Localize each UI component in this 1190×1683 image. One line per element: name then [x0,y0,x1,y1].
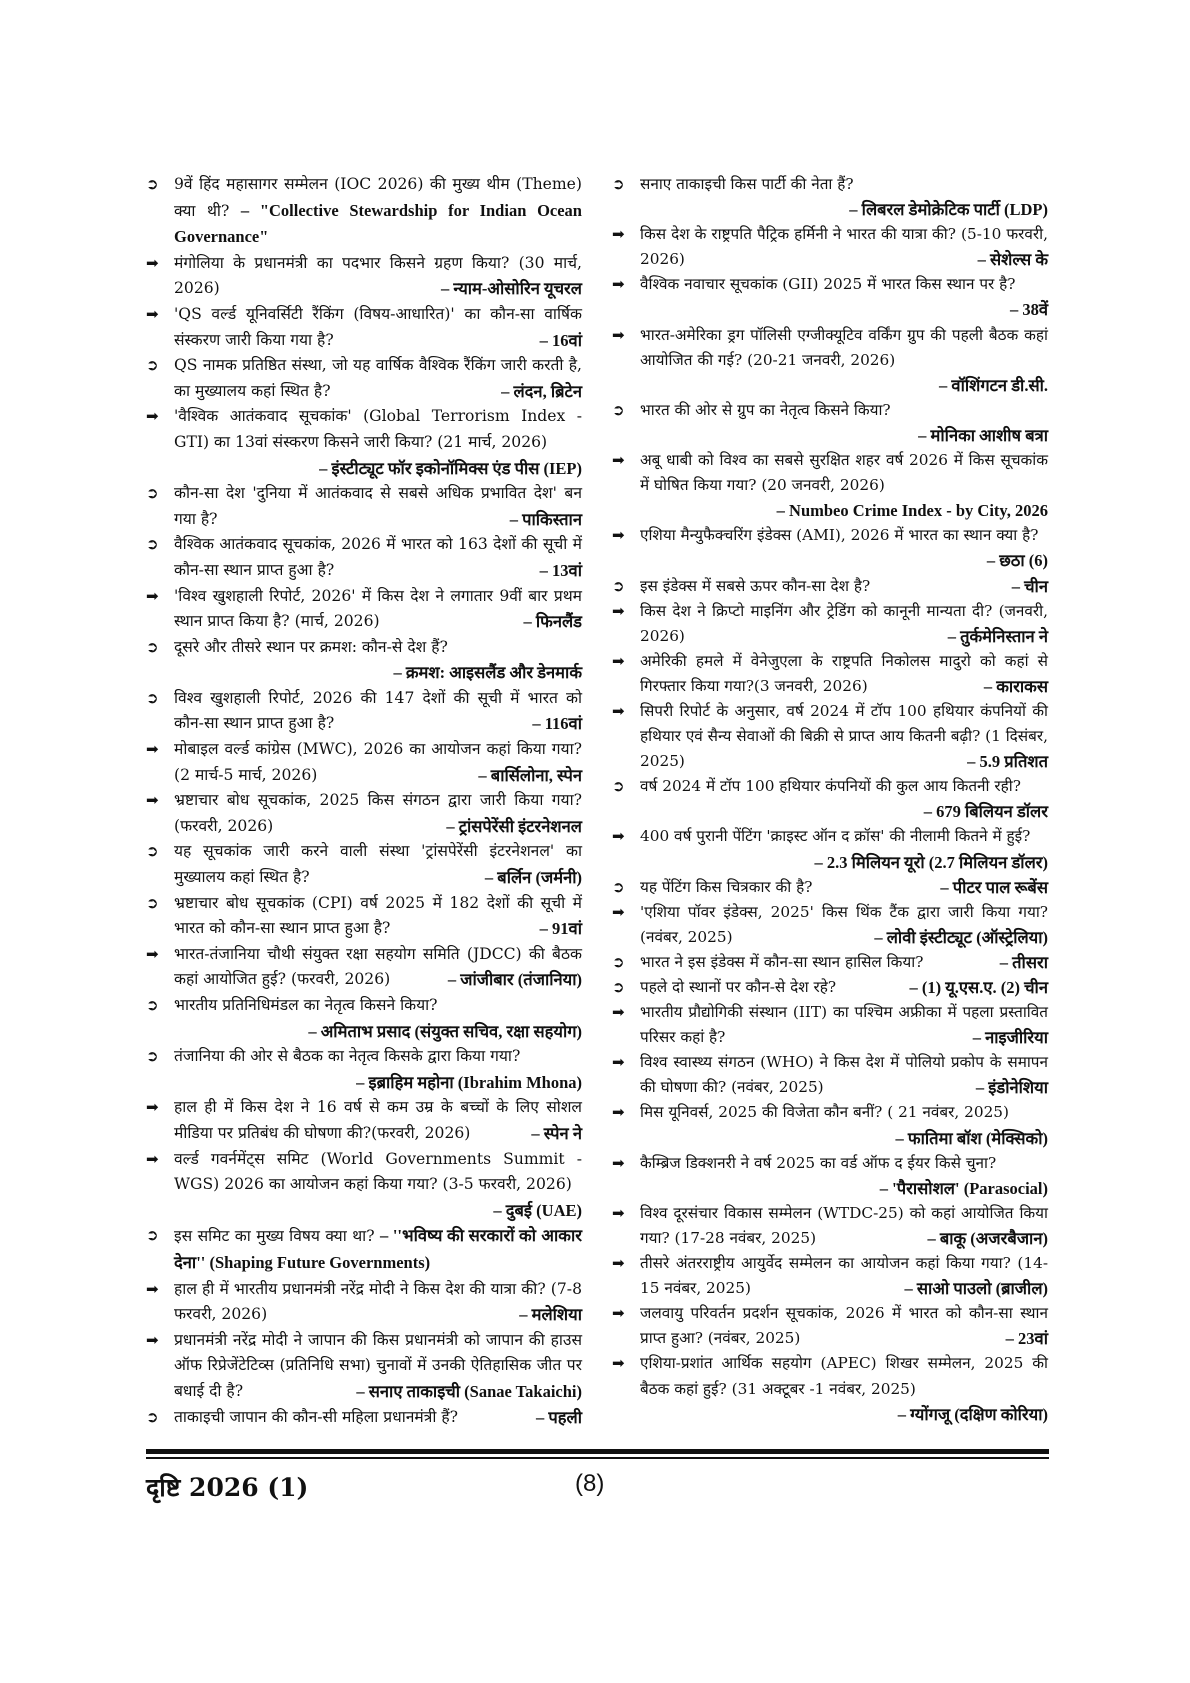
question-text [174,1095,582,1146]
answer-continued: Governance" [174,227,269,247]
qa-entry [612,1100,1048,1150]
question: तंजानिया की ओर से बैठक का नेतृत्व किसके द्वारा किया गया? [174,1047,521,1066]
question: प्रधानमंत्री नरेंद्र मोदी ने जापान की किस प्रधानमंत्री को जापान की हाउस ऑफ रिप्रेजेंटेटिव्स (प्रतिनिधि सभा) चुनावों में उनकी ऐतिहासिक जीत पर बधाई दी है? [174,1330,582,1400]
answer: – (1) यू.एस.ए. (2) चीन [909,978,1048,997]
question: वैश्विक आतंकवाद सूचकांक, 2026 में भारत को 163 देशों की सूची में कौन-सा स्थान प्राप्त हुआ है? [174,535,582,579]
question: भारतीय प्रतिनिधिमंडल का नेतृत्व किसने किया? [174,996,438,1014]
question: एशिया मैन्युफैक्चरिंग इंडेक्स (AMI), 2026 में भारत का स्थान क्या है? [640,526,1039,545]
qa-entry [612,824,1048,874]
question: इस इंडेक्स में सबसे ऊपर कौन-सा देश है? [640,576,871,595]
qa-entry [146,635,582,686]
question: 9वें हिंद महासागर सम्मेलन (IOC 2026) की मुख्य थीम (Theme) क्या थी? [174,175,582,220]
answer: – 38वें [1009,300,1048,320]
answer: – ''भविष्य की सरकारों को [379,1226,536,1246]
question: मोबाइल वर्ल्ड कांग्रेस (MWC), 2026 का आयोजन कहां किया गया? (2 मार्च-5 मार्च, 2026) [174,740,582,784]
question: मिस यूनिवर्स, 2025 की विजेता कौन बनीं? ( 21 नवंबर, 2025) [640,1103,1010,1122]
question-text [174,1328,582,1405]
answer: – इब्राहिम महोना (Ibrahim Mhona) [356,1072,582,1092]
question: भारत ने इस इंडेक्स में कौन-सा स्थान हासिल किया? [640,952,924,971]
circle-arrow-bullet-icon: ➲ [612,978,625,996]
answer: – नाइजीरिया [972,1028,1048,1048]
answer: – 'पैरासोशल' (Parasocial) [879,1178,1048,1198]
qa-entry [146,1277,582,1328]
page-number: (8) [575,1470,605,1497]
arrow-bullet-icon: ➡ [612,451,625,470]
qa-entry [146,891,582,942]
qa-entry [146,1405,582,1431]
question-text [174,1277,582,1328]
circle-arrow-bullet-icon: ➲ [612,175,625,193]
question: किस देश के राष्ट्रपति पैट्रिक हर्मिनी ने भारत की यात्रा की? (5-10 फरवरी, 2026) [640,225,1048,269]
question-text [174,788,582,839]
question-text [640,172,1048,222]
answer: – दुबई (UAE) [493,1200,582,1220]
arrow-bullet-icon: ➡ [612,1254,625,1273]
arrow-bullet-icon: ➡ [146,1149,159,1168]
question: जलवायु परिवर्तन प्रदर्शन सूचकांक, 2026 में भारत को कौन-सा स्थान प्राप्त हुआ? (नवंबर, 2025) [640,1304,1048,1348]
answer: – सनाए ताकाइची (Sanae Takaichi) [356,1381,582,1401]
question-text [640,900,1048,950]
question-text [640,574,1048,599]
qa-entry [146,1147,582,1224]
qa-entry [612,523,1048,573]
question: भ्रष्टाचार बोध सूचकांक (CPI) वर्ष 2025 में 182 देशों की सूची में भारत को कौन-सा स्थान प्राप्त हुआ है? [174,893,582,938]
qa-entry [612,222,1048,272]
qa-entry [612,1050,1048,1100]
question-text [640,824,1048,874]
question-text [174,839,582,890]
answer: – जांजीबार (तंजानिया) [447,970,582,990]
circle-arrow-bullet-icon: ➲ [612,400,625,419]
question: सिपरी रिपोर्ट के अनुसार, वर्ष 2024 में टॉप 100 हथियार कंपनियों की हथियार एवं सैन्य सेवाओं की बिक्री से प्राप्त आय कितनी बढ़ी? (1 दिसंबर, 2025) [640,701,1048,771]
question-text [174,1405,582,1431]
qa-entry [612,448,1048,523]
question: अमेरिकी हमले में वेनेजुएला के राष्ट्रपति निकोलस मादुरो को कहां से गिरफ्तार किया गया?(3 जनवरी, 2026) [640,651,1048,695]
qa-entry [146,1044,582,1095]
arrow-bullet-icon: ➡ [612,1354,625,1373]
arrow-bullet-icon: ➡ [612,325,625,344]
answer: – 13वां [539,560,582,580]
question: भारत-तंजानिया चौथी संयुक्त रक्षा सहयोग समिति (JDCC) की बैठक कहां आयोजित हुई? (फरवरी, 2026) [174,944,582,989]
question-text [174,1044,582,1095]
question-text [174,481,582,532]
circle-arrow-bullet-icon: ➲ [612,952,625,971]
qa-entry [612,1000,1048,1050]
question: विश्व दूरसंचार विकास सम्मेलन (WTDC-25) को कहां आयोजित किया गया? (17-28 नवंबर, 2025) [640,1203,1048,1247]
arrow-bullet-icon: ➡ [612,701,625,720]
answer: – स्पेन ने [531,1123,582,1143]
footer-brand: दृष्टि 2026 (1) [146,1473,309,1502]
answer: – लोवी इंस्टीट्यूट (ऑस्ट्रेलिया) [874,927,1048,947]
qa-entry [612,172,1048,222]
question-text [174,891,582,942]
arrow-bullet-icon: ➡ [612,902,625,921]
qa-entry [146,532,582,583]
question-text [174,1147,582,1224]
question-text [640,1351,1048,1426]
qa-entry [612,599,1048,649]
question: अबू धाबी को विश्व का सबसे सुरक्षित शहर वर्ष 2026 में किस सूचकांक में घोषित किया गया? (20 जनवरी, 2026) [640,451,1048,495]
question-text [640,1050,1048,1100]
answer: – 116वां [532,714,582,734]
answer: – अमिताभ प्रसाद (संयुक्त सचिव, रक्षा सहयोग) [308,1021,582,1041]
circle-arrow-bullet-icon: ➲ [146,1407,159,1426]
question-text [174,942,582,993]
answer: – बर्लिन (जर्मनी) [484,868,582,888]
circle-arrow-bullet-icon: ➲ [146,175,159,193]
question-text [174,251,582,302]
answer-continued: आकार देना'' (Shaping Future Governments) [174,1226,582,1272]
answer: – साओ पाउलो (ब्राजील) [904,1279,1048,1299]
arrow-bullet-icon: ➡ [146,407,159,426]
circle-arrow-bullet-icon: ➲ [612,576,625,595]
answer: – 23वां [1005,1329,1048,1349]
qa-entry [612,699,1048,774]
qa-entry [612,1301,1048,1351]
question-text [640,699,1048,774]
qa-entry [612,272,1048,322]
question: इस समिट का मुख्य विषय क्या था? [174,1227,375,1246]
question: यह पेंटिंग किस चित्रकार की है? [640,877,813,896]
question: 'एशिया पॉवर इंडेक्स, 2025' किस थिंक टैंक द्वारा जारी किया गया?(नवंबर, 2025) [640,902,1048,946]
circle-arrow-bullet-icon: ➲ [146,356,159,375]
question-text [640,323,1048,398]
question-text [174,584,582,635]
arrow-bullet-icon: ➡ [146,740,159,759]
question: पहले दो स्थानों पर कौन-से देश रहे? [640,978,837,996]
question-text [640,975,1048,1000]
question: दूसरे और तीसरे स्थान पर क्रमश: कौन-से देश हैं? [174,637,448,656]
qa-entry [612,323,1048,398]
answer: – Numbeo Crime Index - by City, 2026 [776,501,1048,521]
answer: – लंदन, ब्रिटेन [501,381,582,401]
answer: – सेशेल्स के [977,250,1048,270]
qa-entry [612,950,1048,975]
question-text [640,774,1048,824]
arrow-bullet-icon: ➡ [612,1304,625,1323]
circle-arrow-bullet-icon: ➲ [146,637,159,656]
question-text [640,222,1048,272]
answer: – 16वां [539,330,582,350]
question: भ्रष्टाचार बोध सूचकांक, 2025 किस संगठन द्वारा जारी किया गया? (फरवरी, 2026) [174,791,582,835]
question: कौन-सा देश 'दुनिया में आतंकवाद से सबसे अधिक प्रभावित देश' बन गया है? [174,484,582,528]
question-text [174,302,582,353]
answer: – ग्योंगजू (दक्षिण कोरिया) [897,1404,1048,1424]
arrow-bullet-icon: ➡ [146,304,159,323]
answer: – मलेशिया [519,1305,582,1325]
question: किस देश ने क्रिप्टो माइनिंग और ट्रेडिंग को कानूनी मान्यता दी? (जनवरी, 2026) [640,601,1048,645]
arrow-bullet-icon: ➡ [146,1279,159,1298]
arrow-bullet-icon: ➡ [612,1103,625,1122]
question: मंगोलिया के प्रधानमंत्री का पदभार किसने ग्रहण किया? (30 मार्च, 2026) [174,253,582,298]
qa-entry [612,774,1048,824]
qa-entry [612,1201,1048,1251]
answer: – 5.9 प्रतिशत [967,752,1048,772]
question-text [640,1000,1048,1050]
question-text [640,1151,1048,1201]
answer: – छठा (6) [986,551,1048,571]
question: QS नामक प्रतिष्ठित संस्था, जो यह वार्षिक वैश्विक रैंकिंग जारी करती है, का मुख्यालय कहां स्थित है? [174,356,582,400]
question-text [640,950,1048,975]
question-text [174,635,582,686]
arrow-bullet-icon: ➡ [612,225,625,244]
answer: – तुर्कमेनिस्तान ने [947,626,1048,646]
answer: – लिबरल डेमोक्रेटिक पार्टी (LDP) [849,200,1048,220]
circle-arrow-bullet-icon: ➲ [146,1047,159,1066]
answer: – इंस्टीट्यूट फॉर इकोनॉमिक्स एंड पीस (IEP) [319,458,582,478]
qa-entry [612,398,1048,448]
qa-entry [146,942,582,993]
qa-entry [146,1328,582,1405]
question-text [640,649,1048,699]
question-text [174,532,582,583]
question: भारत-अमेरिका ड्रग पॉलिसी एग्जीक्यूटिव वर्किंग ग्रुप की पहली बैठक कहां आयोजित की गई? (20-21 जनवरी, 2026) [640,325,1048,369]
qa-entry [612,975,1048,1000]
qa-entry [612,1351,1048,1426]
circle-arrow-bullet-icon: ➲ [612,877,625,896]
qa-entry [146,993,582,1044]
question-text [174,172,582,251]
arrow-bullet-icon: ➡ [612,1203,625,1222]
answer: – पाकिस्तान [509,509,582,529]
arrow-bullet-icon: ➡ [612,1153,625,1172]
question: भारत की ओर से ग्रुप का नेतृत्व किसने किया? [640,400,891,419]
question-text [640,599,1048,649]
arrow-bullet-icon: ➡ [612,601,625,620]
answer: – फातिमा बॉश (मेक्सिको) [895,1128,1048,1148]
question: तीसरे अंतरराष्ट्रीय आयुर्वेद सम्मेलन का आयोजन कहां किया गया? (14-15 नवंबर, 2025) [640,1254,1048,1298]
question-text [174,993,582,1044]
arrow-bullet-icon: ➡ [146,1330,159,1349]
footer-rule-thick [146,1449,1049,1454]
circle-arrow-bullet-icon: ➲ [146,688,159,707]
question: कैम्ब्रिज डिक्शनरी ने वर्ष 2025 का वर्ड ऑफ द ईयर किसे चुना? [640,1153,997,1172]
qa-entry [146,481,582,532]
question-text [640,448,1048,523]
arrow-bullet-icon: ➡ [146,253,159,272]
answer: – बार्सिलोना, स्पेन [478,765,582,785]
qa-entry [146,788,582,839]
question-text [640,523,1048,573]
answer: – चीन [1011,576,1048,596]
qa-entry [612,1151,1048,1201]
question-text [174,353,582,404]
qa-entry [146,839,582,890]
qa-entry [612,649,1048,699]
arrow-bullet-icon: ➡ [146,791,159,810]
question-text [640,1100,1048,1150]
qa-entry [146,302,582,353]
circle-arrow-bullet-icon: ➲ [146,996,159,1014]
qa-entry [612,875,1048,900]
qa-entry [146,1095,582,1146]
question-text [640,1301,1048,1351]
answer: – "Collective Stewardship for Indian Ocean [240,200,582,220]
question: यह सूचकांक जारी करने वाली संस्था 'ट्रांसपेरेंसी इंटरनेशनल' का मुख्यालय कहां स्थित है? [174,842,582,887]
left-column [146,172,582,1430]
question-text [174,404,582,481]
question-text [640,1201,1048,1251]
qa-entry [146,1223,582,1276]
question: सनाए ताकाइची किस पार्टी की नेता हैं? [640,175,854,193]
question: भारतीय प्रौद्योगिकी संस्थान (IIT) का पश्चिम अफ्रीका में पहला प्रस्तावित परिसर कहां है? [640,1003,1048,1047]
question-text [640,1251,1048,1301]
question: विश्व खुशहाली रिपोर्ट, 2026 की 147 देशों की सूची में भारत को कौन-सा स्थान प्राप्त हुआ है? [174,688,582,733]
question: एशिया-प्रशांत आर्थिक सहयोग (APEC) शिखर सम्मेलन, 2025 की बैठक कहां हुई? (31 अक्टूबर -1 नवंबर, 2025) [640,1354,1048,1398]
question-text [640,875,1048,900]
qa-entry [612,900,1048,950]
answer: – पहली [536,1407,582,1427]
answer: – इंडोनेशिया [975,1078,1048,1098]
circle-arrow-bullet-icon: ➲ [146,842,159,861]
answer: – ट्रांसपेरेंसी इंटरनेशनल [446,816,582,836]
arrow-bullet-icon: ➡ [612,827,625,846]
question: हाल ही में किस देश ने 16 वर्ष से कम उम्र के बच्चों के लिए सोशल मीडिया पर प्रतिबंध की घोषणा की?(फरवरी, 2026) [174,1098,582,1142]
question-text [174,737,582,788]
arrow-bullet-icon: ➡ [612,1053,625,1072]
qa-entry [146,172,582,251]
question: 'विश्व खुशहाली रिपोर्ट, 2026' में किस देश ने लगातार 9वीं बार प्रथम स्थान प्राप्त किया है? (मार्च, 2026) [174,586,582,631]
arrow-bullet-icon: ➡ [612,275,625,294]
qa-entry [612,574,1048,599]
question: 'वैश्विक आतंकवाद सूचकांक' (Global Terrorism Index - GTI) का 13वां संस्करण किसने जारी किया? (21 मार्च, 2026) [174,407,582,451]
answer: – क्रमश: आइसलैंड और डेनमार्क [393,663,582,683]
question: 400 वर्ष पुरानी पेंटिंग 'क्राइस्ट ऑन द क्रॉस' की नीलामी कितने में हुई? [640,827,1031,846]
question-text [640,272,1048,322]
right-column [612,172,1048,1427]
qa-entry [146,404,582,481]
circle-arrow-bullet-icon: ➲ [146,1226,159,1245]
qa-entry [146,737,582,788]
answer: – न्याम-ओसोरिन यूचरल [440,279,582,299]
circle-arrow-bullet-icon: ➲ [146,535,159,554]
answer: – फिनलैंड [523,612,582,632]
answer: – 2.3 मिलियन यूरो (2.7 मिलियन डॉलर) [814,852,1048,872]
arrow-bullet-icon: ➡ [146,586,159,605]
question: वर्ष 2024 में टॉप 100 हथियार कंपनियों की कुल आय कितनी रही? [640,777,1021,796]
question-text [640,398,1048,448]
circle-arrow-bullet-icon: ➲ [146,484,159,503]
question: विश्व स्वास्थ्य संगठन (WHO) ने किस देश में पोलियो प्रकोप के समापन की घोषणा की? (नवंबर, 2025) [640,1053,1048,1097]
answer: – तीसरा [999,952,1048,972]
arrow-bullet-icon: ➡ [612,651,625,670]
qa-entry [146,251,582,302]
question: वैश्विक नवाचार सूचकांक (GII) 2025 में भारत किस स्थान पर है? [640,275,1016,294]
question-text [174,1223,582,1276]
answer: – काराकस [983,676,1048,696]
answer: – वॉशिंगटन डी.सी. [939,375,1048,395]
qa-entry [146,584,582,635]
qa-entry [612,1251,1048,1301]
question: ताकाइची जापान की कौन-सी महिला प्रधानमंत्री हैं? [174,1407,458,1426]
circle-arrow-bullet-icon: ➲ [612,777,625,796]
question: 'QS वर्ल्ड यूनिवर्सिटी रैंकिंग (विषय-आधारित)' का कौन-सा वार्षिक संस्करण जारी किया गया है? [174,304,582,349]
answer: – मोनिका आशीष बत्रा [918,425,1048,445]
answer: – 679 बिलियन डॉलर [923,802,1048,822]
answer: – बाकू (अजरबैजान) [927,1228,1048,1248]
arrow-bullet-icon: ➡ [612,1003,625,1022]
arrow-bullet-icon: ➡ [146,1098,159,1117]
question: हाल ही में भारतीय प्रधानमंत्री नरेंद्र मोदी ने किस देश की यात्रा की? (7-8 फरवरी, 2026) [174,1279,582,1324]
question: वर्ल्ड गवर्नमेंट्स समिट (World Governments Summit - WGS) 2026 का आयोजन कहां किया गया? (3-5 फरवरी, 2026) [174,1149,582,1194]
answer: – 91वां [539,919,582,939]
circle-arrow-bullet-icon: ➲ [146,893,159,912]
question-text [174,686,582,737]
arrow-bullet-icon: ➡ [146,944,159,963]
answer: – पीटर पाल रूबेंस [940,877,1048,897]
qa-entry [146,686,582,737]
footer-rule-thin [146,1457,1049,1459]
arrow-bullet-icon: ➡ [612,526,625,545]
qa-entry [146,353,582,404]
